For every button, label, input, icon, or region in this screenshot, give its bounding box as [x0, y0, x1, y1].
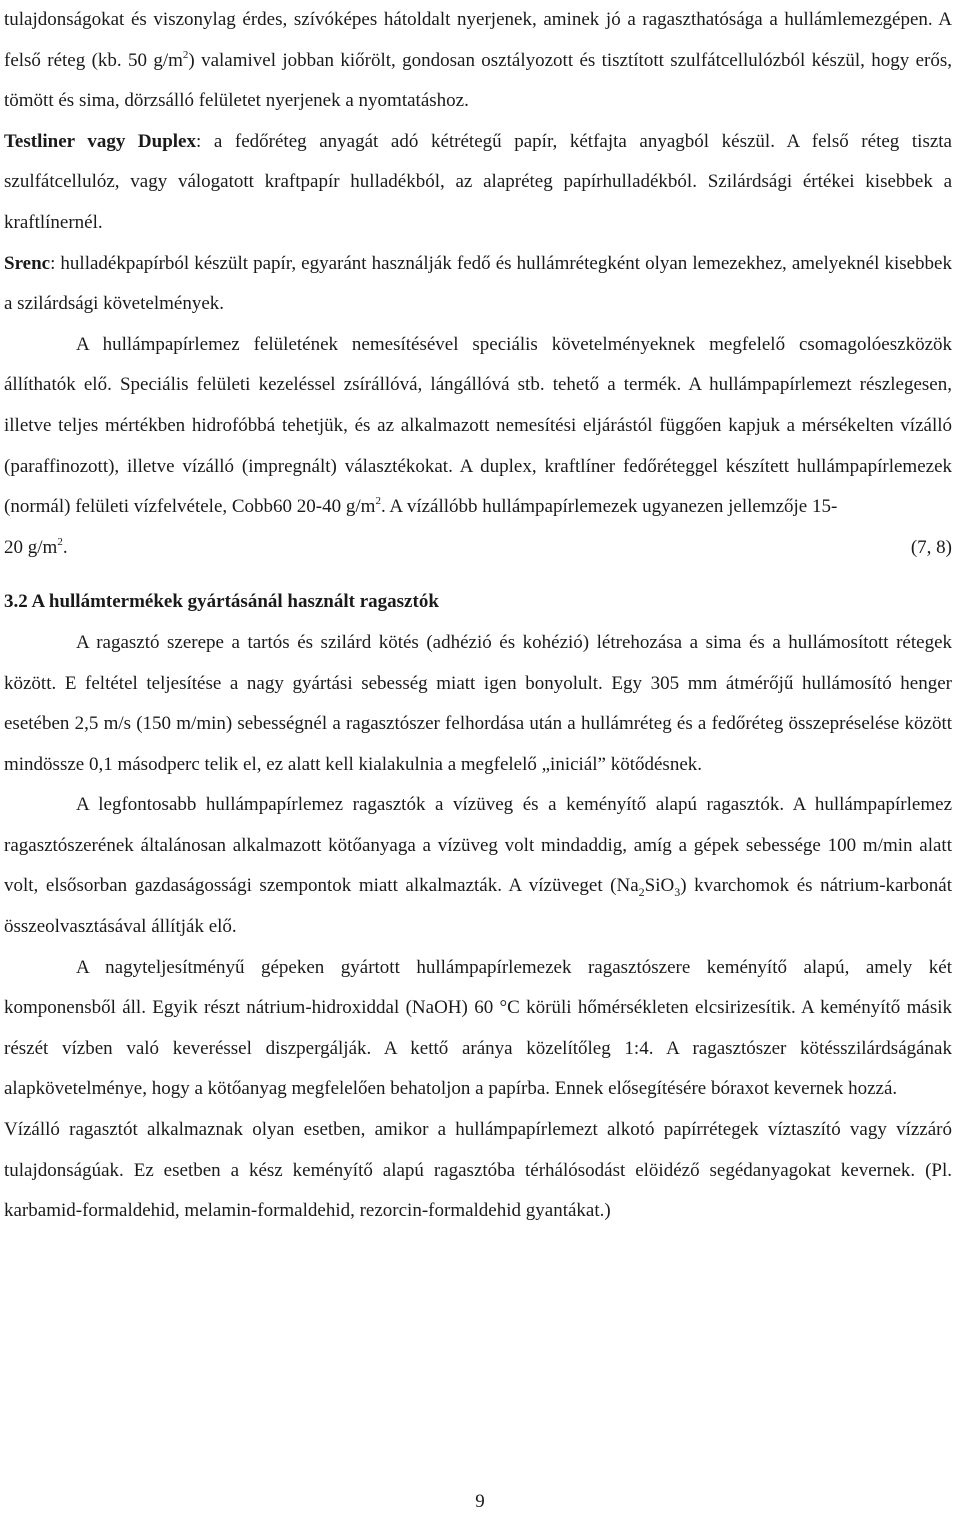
term-testliner: Testliner vagy Duplex: [4, 130, 196, 152]
paragraph-surface-finishing-last-line: 20 $g/m^2$. (7, 8): [4, 528, 952, 569]
paragraph-water-glass: A legfontosabb hullámpapírlemez ragasztók a vízüveg és a keményítő alapú ragasztók. A hullámpapírlemez ragasztószerének általánosan alkalmazott kötőanyaga a vízüveg volt mindaddig, amíg a gépek sebessége 100 m/min alatt volt, elsősorban gazdaságossági szempontok miatt alkalmazták. A vízüveget $(Na_2SiO_3)$ kvarchomok és nátrium-karbonát összeolvasztásával állítják elő.: [4, 794, 952, 938]
page-number: 9: [475, 1491, 485, 1512]
section-heading: 3.2 A hullámtermékek gyártásánál használt ragasztók: [4, 591, 439, 613]
paragraph-srenc: Srenc: hulladékpapírból készült papír, egyaránt használják fedő és hullámrétegként olyan lemezekhez, amelyeknél kisebbek a szilárdsági követelmények.: [4, 252, 952, 315]
paragraph-paper-layers: tulajdonságokat és viszonylag érdes, szívóképes hátoldalt nyerjenek, aminek jó a ragaszthatósága a hullámlemezgépen. A felső réteg (kb. 50 $g/m^2$) valamivel jobban kiőrölt, gondosan osztályozott és tisztított szulfátcellulózból készül, hogy erős, tömött és sima, dörzsálló felületet nyerjenek a nyomtatáshoz.: [4, 9, 952, 112]
paragraph-starch-adhesive: A nagyteljesítményű gépeken gyártott hullámpapírlemezek ragasztószere keményítő alapú, amely két komponensből áll. Egyik részt nátrium-hidroxiddal (NaOH) 60 °C körüli hőmérsékleten elcsirizesítik. A keményítő másik részét vízben való keveréssel diszpergálják. A kettő aránya közelítőleg 1:4. A ragasztószer kötésszilárdságának alapkövetelménye, hogy a kötőanyag megfelelően behatoljon a papírba. Ennek elősegítésére bóraxot kevernek hozzá.: [4, 956, 952, 1100]
document-page: [4, 0, 952, 1232]
paragraph-adhesive-role: A ragasztó szerepe a tartós és szilárd kötés (adhézió és kohézió) létrehozása a sima és a hullámosított rétegek között. E feltétel teljesítése a nagy gyártási sebesség miatt igen bonyolult. Egy 305 mm átmérőjű hullámosító henger esetében 2,5 m/s (150 m/min) sebességnél a ragasztószer felhordása után a hullámréteg és a fedőréteg összepréselése között mindössze 0,1 másodperc telik el, ez alatt kell kialakulnia a megfelelő „iniciál” kötődésnek.: [4, 631, 952, 775]
reference: (7, 8): [910, 536, 952, 558]
paragraph-surface-finishing: A hullámpapírlemez felületének nemesítésével speciális követelményeknek megfelelő csomagolóeszközök állíthatók elő. Speciális felületi kezeléssel zsírállóvá, lángállóvá stb. tehető a termék. A hullámpapírlemezt részlegesen, illetve teljes mértékben hidrofóbbá tehetjük, és az alkalmazott nemesítési eljárástól függően kapjuk a mérsékelten vízálló (paraffinozott), illetve vízálló (impregnált) választékokat. A duplex, kraftlíner fedőréteggel készített hullámpapírlemezek (normál) felületi vízfelvétele, Cobb60 20-40 $g/m^2$. A vízállóbb hullámpapírlemezek ugyanezen jellemzője 15-: [4, 333, 952, 518]
term-srenc: Srenc: [4, 252, 51, 274]
paragraph-waterproof-adhesive: Vízálló ragasztót alkalmaznak olyan esetben, amikor a hullámpapírlemezt alkotó papírrétegek víztaszító vagy vízzáró tulajdonságúak. Ez esetben a kész keményítő alapú ragasztóba térhálósodást elöidéző segédanyagokat kevernek. (Pl. karbamid-formaldehid, melamin-formaldehid, rezorcin-formaldehid gyantákat.): [4, 1119, 952, 1222]
paragraph-testliner: Testliner vagy Duplex: a fedőréteg anyagát adó kétrétegű papír, kétfajta anyagból készül. A felső réteg tiszta szulfátcellulóz, vagy válogatott kraftpapír hulladékból, az alapréteg papírhulladékból. Szilárdsági értékei kisebbek a kraftlínernél.: [4, 130, 952, 233]
